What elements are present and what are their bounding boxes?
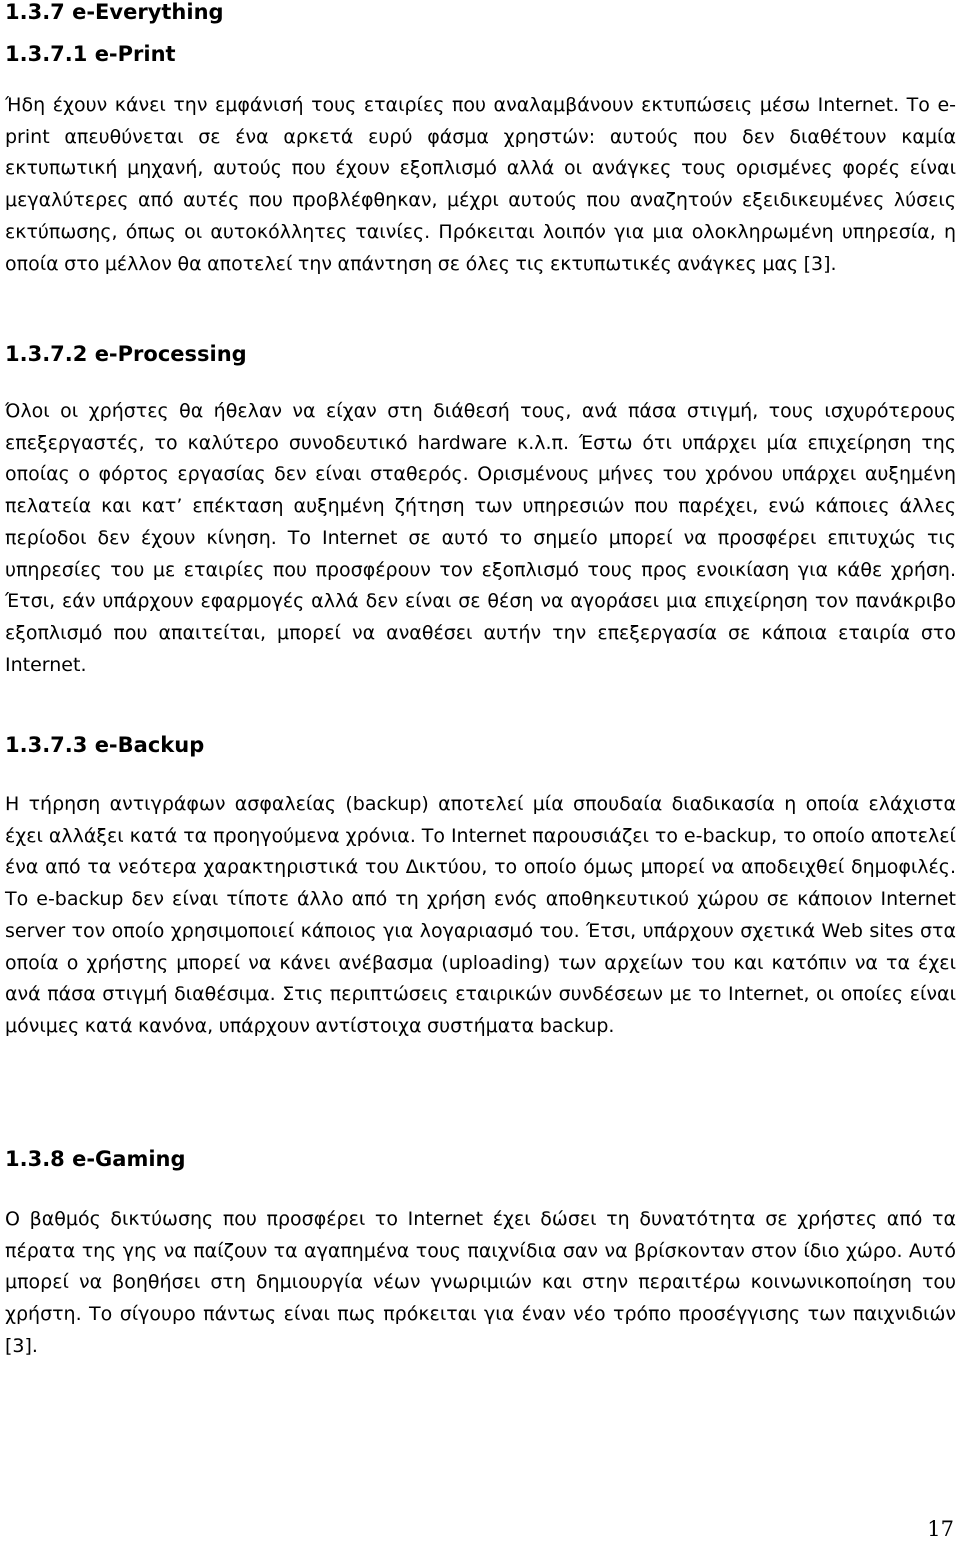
page-number: 17 bbox=[927, 1517, 954, 1541]
paragraph-e-backup: Η τήρηση αντιγράφων ασφαλείας (backup) αποτελεί μία σπουδαία διαδικασία η οποία ελάχιστα έχει αλλάξει κατά τα προηγούμενα χρόνια. Το Internet παρουσιάζει το e-backup, το οποίο αποτελεί ένα από τα νεότερα χαρακτηριστικά του Δικτύου, το οποίο όμως μπορεί να αποδειχθεί δημοφιλές. Το e-backup δεν είναι τίποτε άλλο από τη χρήση ενός αποθηκευτικού χώρου σε κάποιον Internet server τον οποίο χρησιμοποιεί κάποιος για λογαριασμό του. Έτσι, υπάρχουν σχετικά Web sites στα οποία ο χρήστης μπορεί να κάνει ανέβασμα (uploading) των αρχείων του και κατόπιν να τα έχει ανά πάσα στιγμή διαθέσιμα. Στις περιπτώσεις εταιρικών συνδέσεων με το Internet, οι οποίες είναι μόνιμες κατά κανόνα, υπάρχουν αντίστοιχα συστήματα backup. bbox=[5, 793, 956, 1037]
paragraph-e-print: Ήδη έχουν κάνει την εμφάνισή τους εταιρίες που αναλαμβάνουν εκτυπώσεις μέσω Internet. Το e-print απευθύνεται σε ένα αρκετά ευρύ φάσμα χρηστών: αυτούς που δεν διαθέτουν καμία εκτυπωτική μηχανή, αυτούς που έχουν εξοπλισμό αλλά οι ανάγκες τους ορισμένες φορές είναι μεγαλύτερες από αυτές που προβλέφθηκαν, μέχρι αυτούς που αναζητούν εξειδικευμένες λύσεις εκτύπωσης, όπως οι αυτοκόλλητες ταινίες. Πρόκειται λοιπόν για μια ολοκληρωμένη υπηρεσία, η οποία στο μέλλον θα αποτελεί την απάντηση σε όλες τις εκτυπωτικές ανάγκες μας [3]. bbox=[5, 94, 956, 275]
paragraph-e-gaming: Ο βαθμός δικτύωσης που προσφέρει το Internet έχει δώσει τη δυνατότητα σε χρήστες από τα πέρατα της γης να παίζουν τα αγαπημένα τους παιχνίδια σαν να βρίσκονταν στον ίδιο χώρο. Αυτό μπορεί να βοηθήσει στη δημιουργία νέων γνωριμιών και στην περαιτέρω κοινωνικοποίηση του χρήστη. Το σίγουρο πάντως είναι πως πρόκειται για έναν νέο τρόπο προσέγγισης των παιχνιδιών [3]. bbox=[5, 1208, 956, 1357]
paragraph-e-processing: Όλοι οι χρήστες θα ήθελαν να είχαν στη διάθεσή τους, ανά πάσα στιγμή, τους ισχυρότερους επεξεργαστές, το καλύτερο συνοδευτικό hardware κ.λ.π. Έστω ότι υπάρχει μία επιχείρηση της οποίας ο φόρτος εργασίας δεν είναι σταθερός. Ορισμένους μήνες του χρόνου υπάρχει αυξημένη πελατεία και κατ’ επέκταση αυξημένη ζήτηση των υπηρεσιών που παρέχει, ενώ κάποιες άλλες περίοδοι δεν έχουν κίνηση. Το Internet σε αυτό το σημείο μπορεί να προσφέρει επιτυχώς τις υπηρεσίες του με εταιρίες που προσφέρουν τον εξοπλισμό τους προς ενοικίαση για κάθε χρήση. Έτσι, εάν υπάρχουν εφαρμογές αλλά δεν είναι σε θέση να αγοράσει μια επιχείρηση τον πανάκριβο εξοπλισμό που απαιτείται, μπορεί να αναθέσει αυτήν την επεξεργασία σε κάποια εταιρία στο Internet. bbox=[5, 400, 956, 676]
heading-1-3-7-3: 1.3.7.3 e-Backup bbox=[5, 733, 205, 757]
heading-1-3-8: 1.3.8 e-Gaming bbox=[5, 1147, 186, 1171]
heading-1-3-7: 1.3.7 e-Everything bbox=[5, 0, 224, 24]
heading-1-3-7-2: 1.3.7.2 e-Processing bbox=[5, 342, 247, 366]
heading-1-3-7-1: 1.3.7.1 e-Print bbox=[5, 42, 176, 66]
